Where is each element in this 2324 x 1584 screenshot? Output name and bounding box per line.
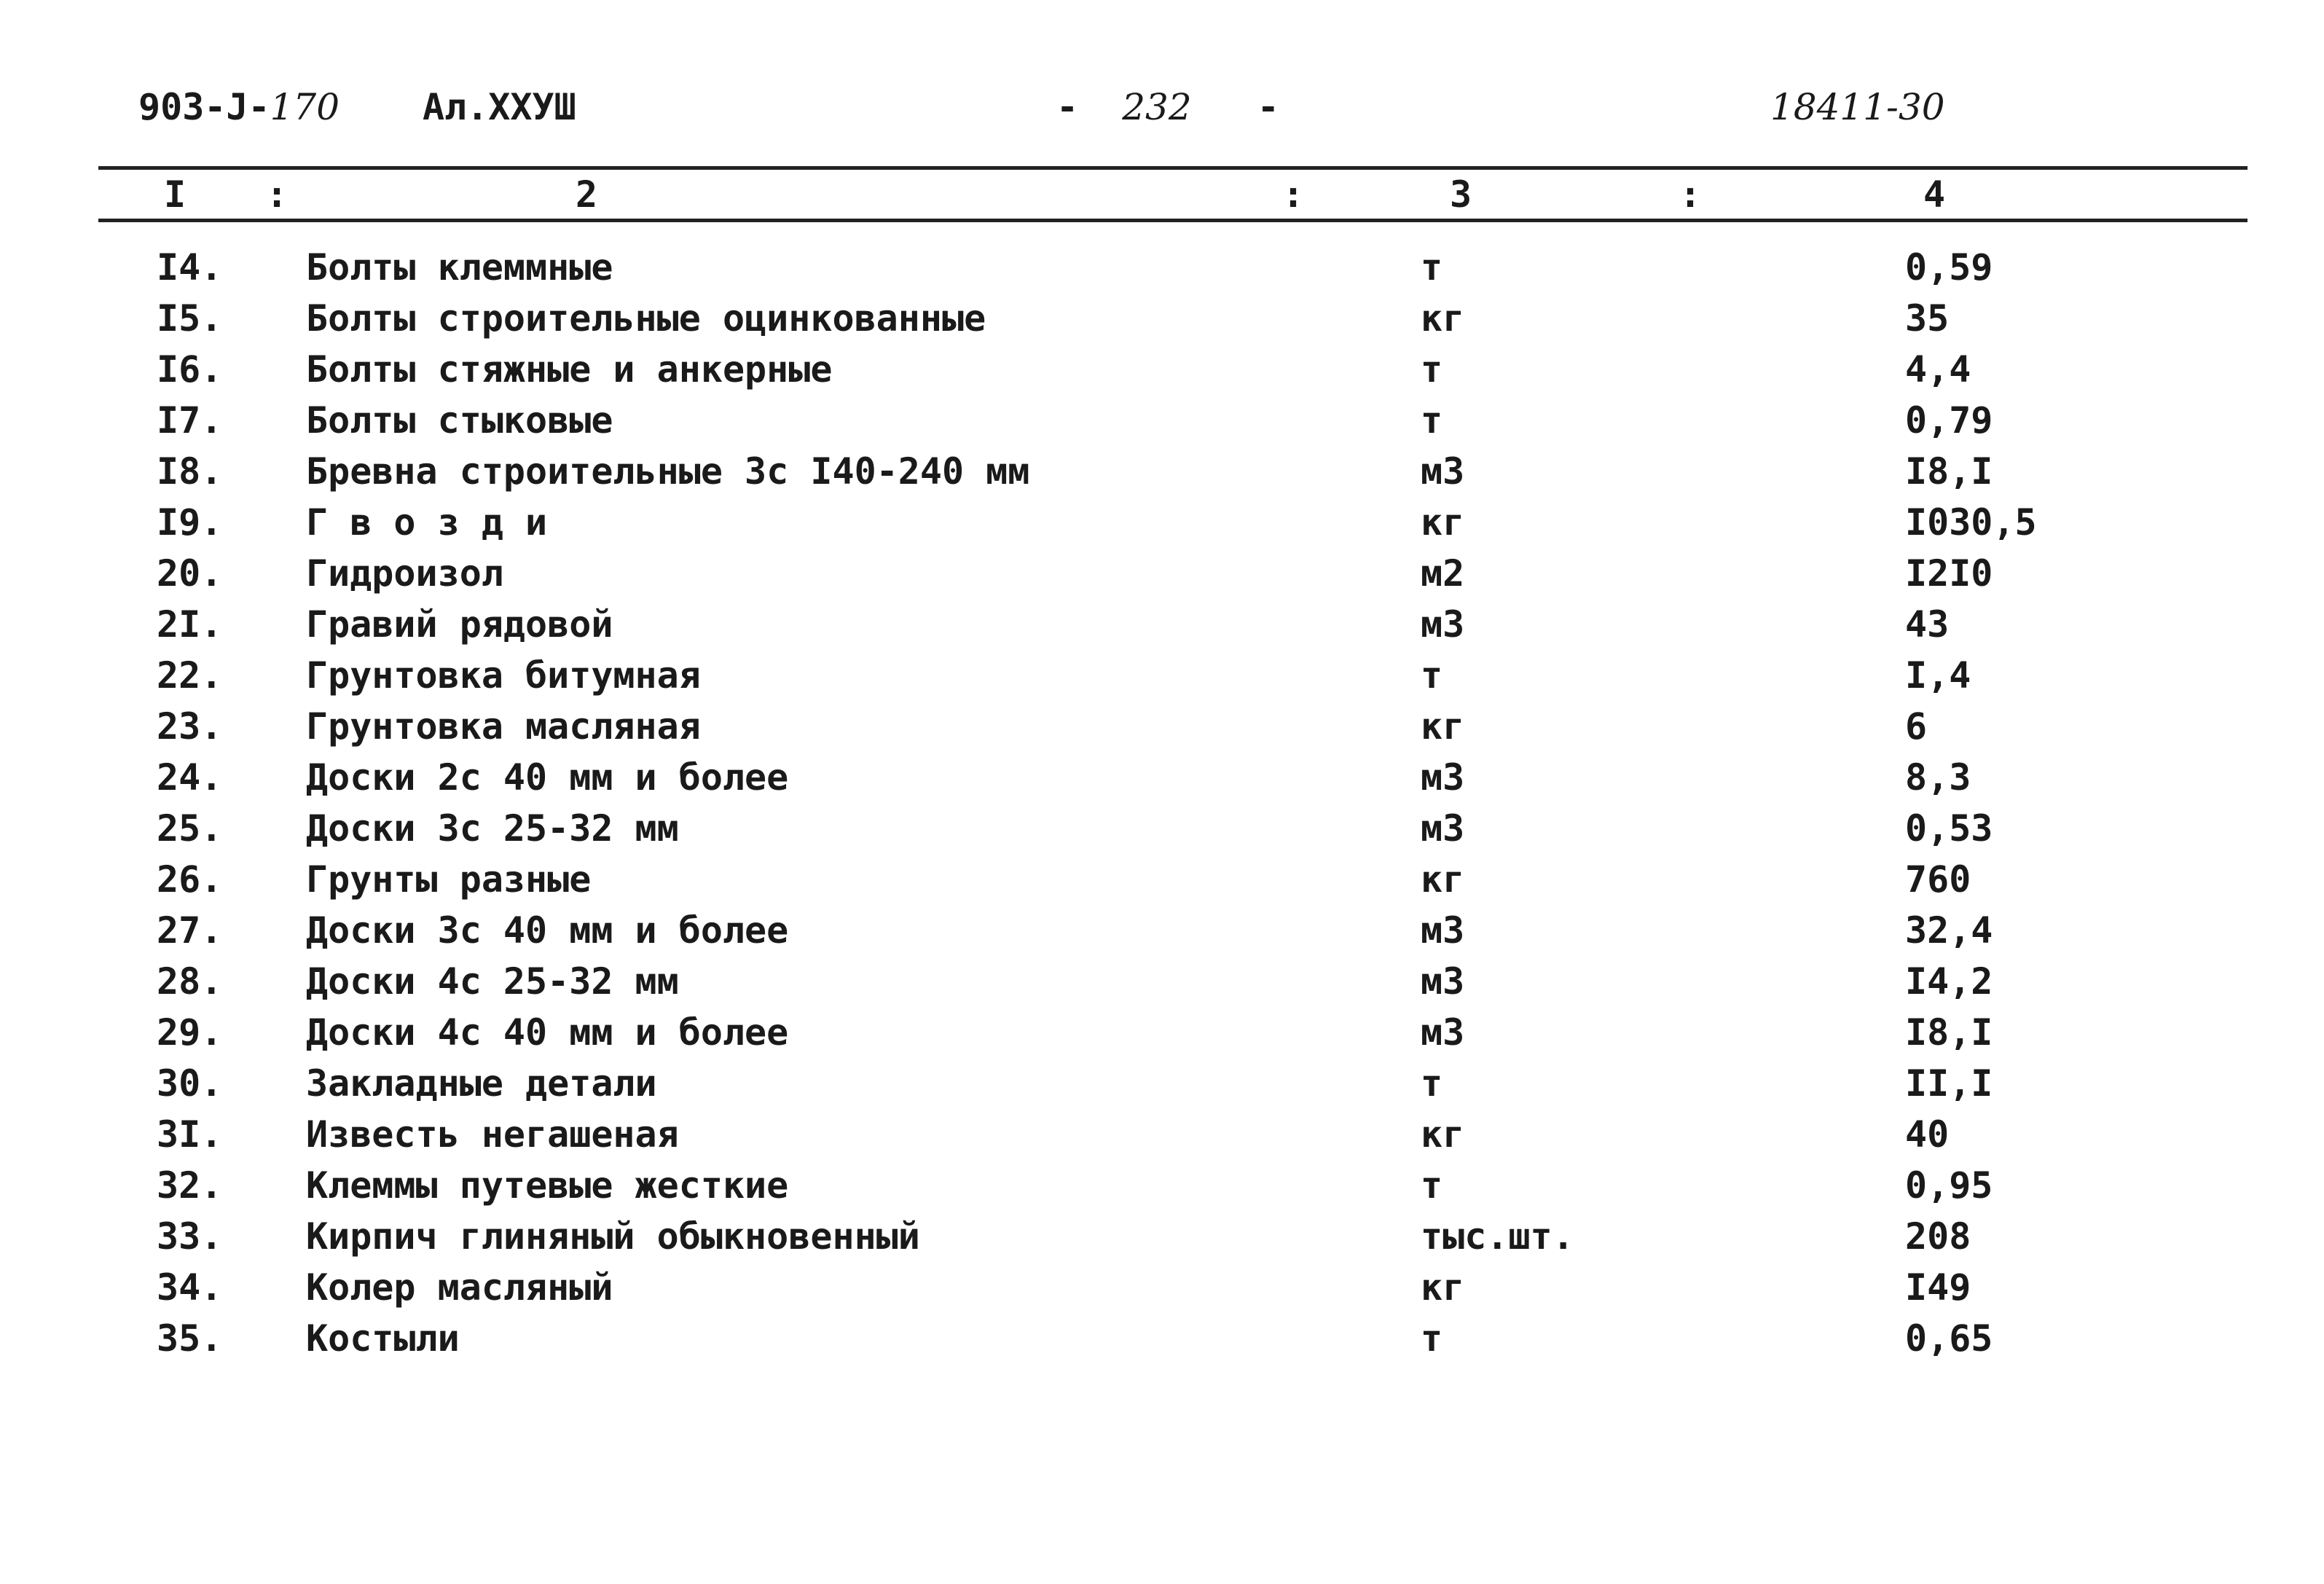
inventory-number: 18411-30 <box>1770 86 1945 128</box>
album-number: Ал.XXУШ <box>423 86 576 128</box>
unit: т <box>1421 654 1443 697</box>
quantity: 32,4 <box>1905 909 1993 952</box>
row-number: 23. <box>157 705 223 748</box>
material-name: Закладные детали <box>306 1062 657 1105</box>
table-row <box>0 909 2324 960</box>
unit: т <box>1421 1062 1443 1105</box>
unit: т <box>1421 1164 1443 1207</box>
table-top-rule <box>98 166 2248 170</box>
material-name: Г в о з д и <box>306 501 548 544</box>
unit: м3 <box>1421 807 1465 850</box>
table-row <box>0 603 2324 654</box>
quantity: 0,79 <box>1905 399 1993 442</box>
material-name: Болты стяжные и анкерные <box>306 348 833 391</box>
unit: м3 <box>1421 756 1465 799</box>
material-name: Доски 3с 40 мм и более <box>306 909 789 952</box>
unit: м2 <box>1421 552 1465 595</box>
table-row <box>0 1215 2324 1266</box>
quantity: I4,2 <box>1905 960 1993 1003</box>
row-number: 30. <box>157 1062 223 1105</box>
row-number: 24. <box>157 756 223 799</box>
table-row <box>0 297 2324 348</box>
unit: т <box>1421 348 1443 391</box>
table-row <box>0 501 2324 552</box>
row-number: 26. <box>157 858 223 901</box>
material-name: Гидроизол <box>306 552 503 595</box>
quantity: 43 <box>1905 603 1950 646</box>
material-name: Грунтовка масляная <box>306 705 701 748</box>
unit: кг <box>1421 297 1465 340</box>
quantity: 0,65 <box>1905 1317 1993 1360</box>
table-row <box>0 960 2324 1011</box>
quantity: I49 <box>1905 1266 1971 1309</box>
row-number: 20. <box>157 552 223 595</box>
quantity: 4,4 <box>1905 348 1971 391</box>
document-code-prefix: 903-J- <box>138 86 270 128</box>
row-number: 25. <box>157 807 223 850</box>
quantity: 35 <box>1905 297 1950 340</box>
quantity: 208 <box>1905 1215 1971 1258</box>
page-number-value: 232 <box>1122 86 1192 128</box>
table-row <box>0 399 2324 450</box>
row-number: 3I. <box>157 1113 223 1156</box>
quantity: 6 <box>1905 705 1928 748</box>
quantity: 0,53 <box>1905 807 1993 850</box>
column-separator: : <box>266 173 288 216</box>
material-name: Костыли <box>306 1317 460 1360</box>
table-row <box>0 654 2324 705</box>
material-name: Доски 4с 40 мм и более <box>306 1011 789 1054</box>
table-row <box>0 858 2324 909</box>
unit: м3 <box>1421 1011 1465 1054</box>
table-row <box>0 552 2324 603</box>
unit: кг <box>1421 1113 1465 1156</box>
material-name: Болты строительные оцинкованные <box>306 297 986 340</box>
unit: кг <box>1421 858 1465 901</box>
quantity: I,4 <box>1905 654 1971 697</box>
row-number: 34. <box>157 1266 223 1309</box>
table-row <box>0 348 2324 399</box>
table-row <box>0 1266 2324 1317</box>
quantity: 0,95 <box>1905 1164 1993 1207</box>
page-number <box>1056 86 1279 128</box>
table-row <box>0 246 2324 297</box>
unit: т <box>1421 246 1443 289</box>
page-dash-right: - <box>1257 86 1279 128</box>
row-number: I5. <box>157 297 223 340</box>
table-row <box>0 1164 2324 1215</box>
document-code-suffix: 170 <box>270 86 340 128</box>
column-header-3: 3 <box>1450 173 1472 216</box>
quantity: I8,I <box>1905 450 1993 493</box>
material-name: Колер масляный <box>306 1266 613 1309</box>
unit: т <box>1421 1317 1443 1360</box>
material-name: Доски 4с 25-32 мм <box>306 960 679 1003</box>
row-number: 28. <box>157 960 223 1003</box>
table-row <box>0 756 2324 807</box>
table-row <box>0 807 2324 858</box>
unit: кг <box>1421 1266 1465 1309</box>
row-number: I7. <box>157 399 223 442</box>
row-number: 2I. <box>157 603 223 646</box>
material-name: Болты стыковые <box>306 399 613 442</box>
quantity: 8,3 <box>1905 756 1971 799</box>
unit: м3 <box>1421 960 1465 1003</box>
material-name: Клеммы путевые жесткие <box>306 1164 789 1207</box>
table-row <box>0 450 2324 501</box>
row-number: I4. <box>157 246 223 289</box>
quantity: I8,I <box>1905 1011 1993 1054</box>
row-number: 35. <box>157 1317 223 1360</box>
document-code <box>138 86 339 128</box>
column-header-4: 4 <box>1923 173 1946 216</box>
material-name: Доски 3с 25-32 мм <box>306 807 679 850</box>
column-header-2: 2 <box>576 173 598 216</box>
material-name: Грунты разные <box>306 858 592 901</box>
unit: тыс.шт. <box>1421 1215 1574 1258</box>
row-number: I6. <box>157 348 223 391</box>
quantity: 760 <box>1905 858 1971 901</box>
row-number: I9. <box>157 501 223 544</box>
material-name: Болты клеммные <box>306 246 613 289</box>
material-name: Известь негашеная <box>306 1113 679 1156</box>
unit: кг <box>1421 705 1465 748</box>
quantity: 40 <box>1905 1113 1950 1156</box>
column-separator: : <box>1679 173 1702 216</box>
row-number: 27. <box>157 909 223 952</box>
table-row <box>0 1113 2324 1164</box>
quantity: 0,59 <box>1905 246 1993 289</box>
material-name: Гравий рядовой <box>306 603 613 646</box>
unit: м3 <box>1421 450 1465 493</box>
table-row <box>0 1011 2324 1062</box>
column-header-1: I <box>164 173 187 216</box>
quantity: I2I0 <box>1905 552 1993 595</box>
row-number: 32. <box>157 1164 223 1207</box>
unit: кг <box>1421 501 1465 544</box>
material-name: Кирпич глиняный обыкновенный <box>306 1215 920 1258</box>
column-separator: : <box>1282 173 1305 216</box>
page-dash-left: - <box>1056 86 1079 128</box>
quantity: I030,5 <box>1905 501 2037 544</box>
material-name: Доски 2с 40 мм и более <box>306 756 789 799</box>
row-number: 29. <box>157 1011 223 1054</box>
unit: т <box>1421 399 1443 442</box>
table-row <box>0 1062 2324 1113</box>
unit: м3 <box>1421 909 1465 952</box>
material-name: Бревна строительные 3с I40-240 мм <box>306 450 1030 493</box>
table-header-bottom-rule <box>98 219 2248 222</box>
table-row <box>0 1317 2324 1368</box>
table-row <box>0 705 2324 756</box>
quantity: II,I <box>1905 1062 1993 1105</box>
row-number: 33. <box>157 1215 223 1258</box>
unit: м3 <box>1421 603 1465 646</box>
row-number: 22. <box>157 654 223 697</box>
material-name: Грунтовка битумная <box>306 654 701 697</box>
row-number: I8. <box>157 450 223 493</box>
